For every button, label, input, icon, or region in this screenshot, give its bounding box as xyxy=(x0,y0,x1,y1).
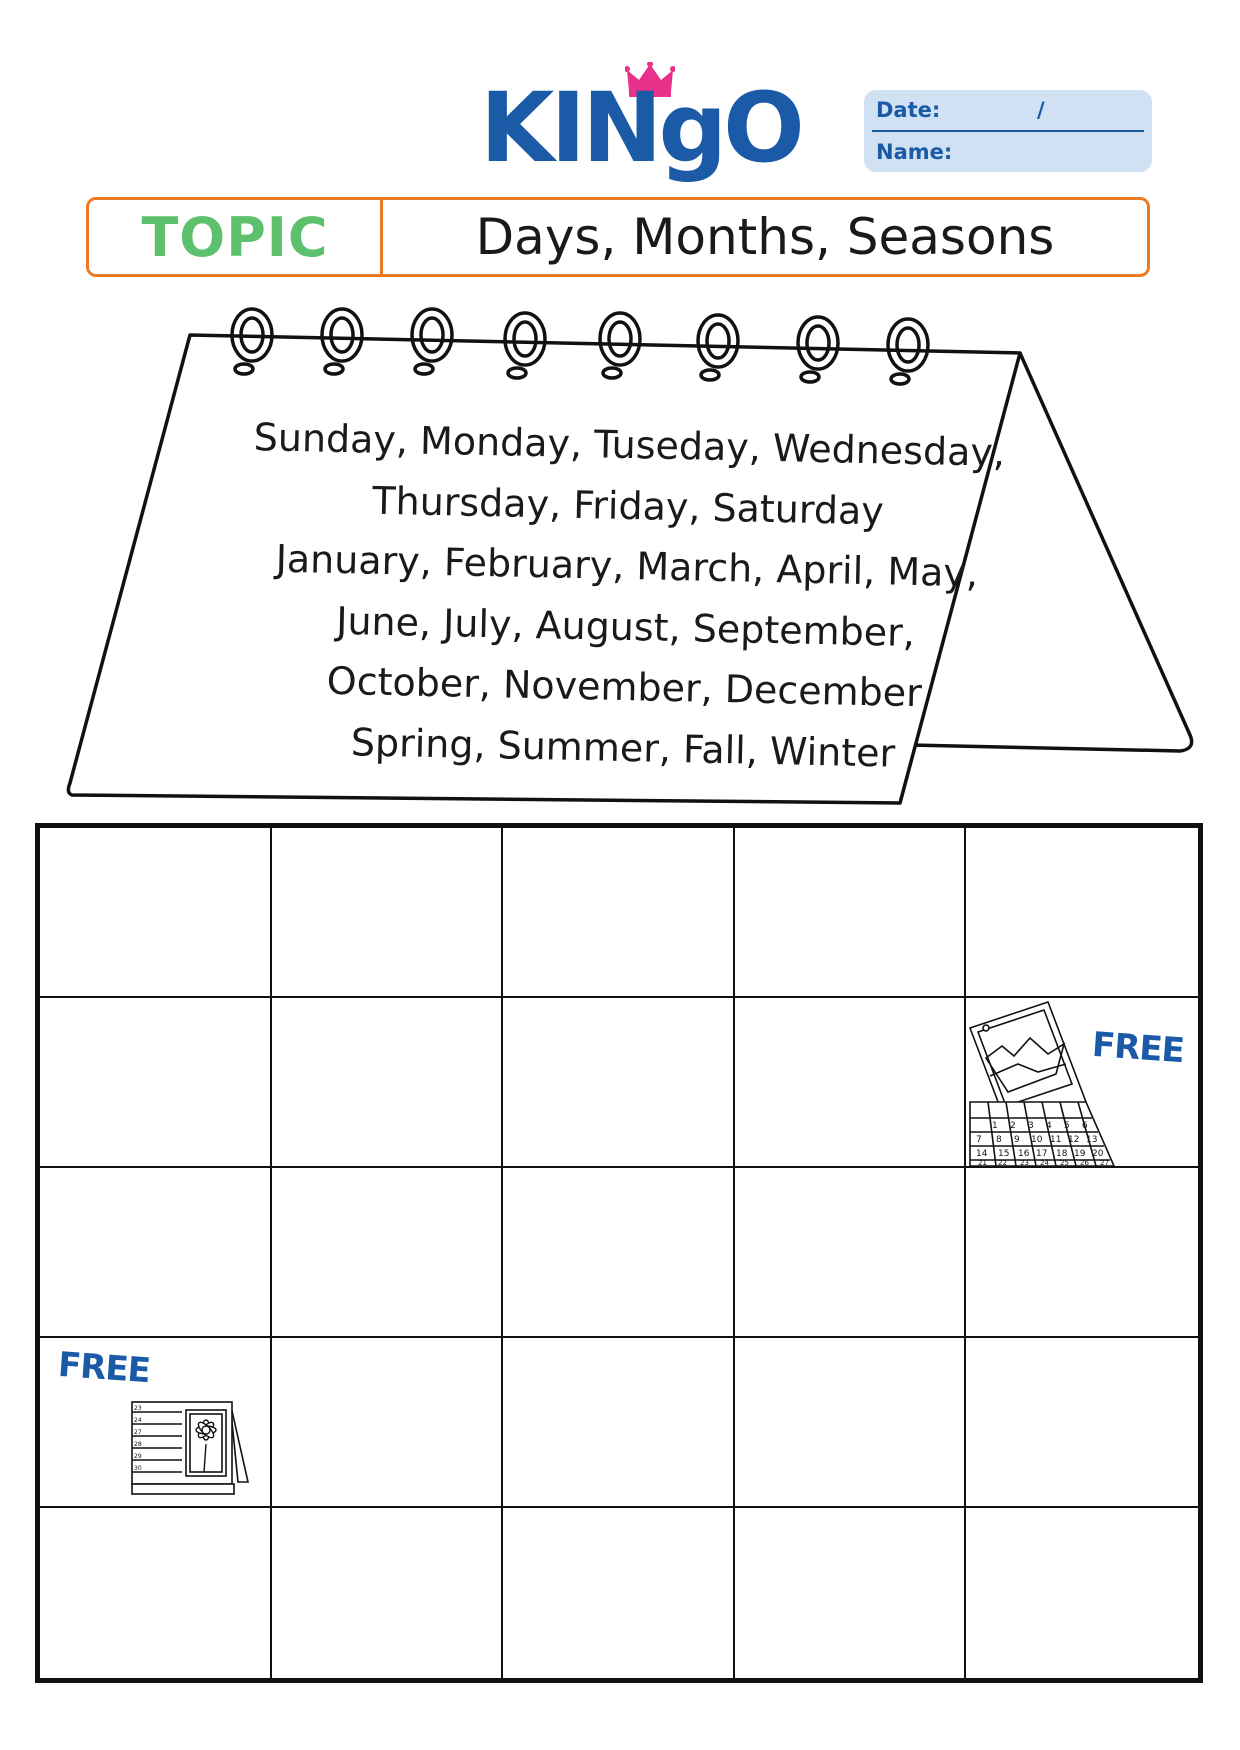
svg-text:22: 22 xyxy=(998,1159,1008,1166)
days-line-1: Sunday, Monday, Tuseday, Wednesday, xyxy=(253,415,1006,475)
svg-text:2: 2 xyxy=(1010,1121,1017,1131)
desk-calendar-icon xyxy=(130,1398,250,1504)
date-label: Date: xyxy=(876,98,941,122)
free-cell-wall-calendar[interactable] xyxy=(966,998,1198,1168)
bingo-cell[interactable] xyxy=(735,828,967,998)
svg-text:25: 25 xyxy=(1060,1159,1070,1166)
calendar-word-list xyxy=(202,406,1049,787)
seasons-line: Spring, Summer, Fall, Winter xyxy=(350,719,896,776)
name-label: Name: xyxy=(876,140,953,164)
free-label: FREE xyxy=(1090,1024,1186,1072)
svg-text:7: 7 xyxy=(976,1135,983,1145)
months-line-2: June, July, August, September, xyxy=(335,598,916,655)
svg-text:29: 29 xyxy=(134,1453,142,1460)
svg-text:19: 19 xyxy=(1074,1149,1086,1159)
svg-text:28: 28 xyxy=(134,1441,142,1448)
topic-title: Days, Months, Seasons xyxy=(475,208,1055,266)
svg-text:27: 27 xyxy=(134,1429,142,1436)
topic-bar xyxy=(86,197,1150,277)
svg-text:8: 8 xyxy=(996,1135,1003,1145)
topic-label: TOPIC xyxy=(141,205,329,269)
svg-text:14: 14 xyxy=(976,1149,988,1159)
bingo-cell[interactable] xyxy=(272,1508,504,1678)
svg-text:23: 23 xyxy=(1020,1159,1030,1166)
bingo-cell[interactable] xyxy=(966,1338,1198,1508)
bingo-cell[interactable] xyxy=(503,828,735,998)
bingo-cell[interactable] xyxy=(503,998,735,1168)
bingo-cell[interactable] xyxy=(40,1508,272,1678)
wall-calendar-icon xyxy=(968,998,1136,1166)
svg-text:13: 13 xyxy=(1086,1135,1098,1145)
svg-text:16: 16 xyxy=(1018,1149,1030,1159)
svg-text:12: 12 xyxy=(1068,1135,1080,1145)
svg-text:23: 23 xyxy=(134,1405,142,1412)
svg-text:3: 3 xyxy=(1028,1121,1035,1131)
svg-text:5: 5 xyxy=(1064,1121,1071,1131)
svg-text:6: 6 xyxy=(1082,1121,1089,1131)
months-line-3: October, November, December xyxy=(326,658,923,716)
bingo-cell[interactable] xyxy=(272,1168,504,1338)
date-underline xyxy=(872,130,1144,132)
months-line-1: January, February, March, April, May, xyxy=(275,536,979,596)
svg-text:15: 15 xyxy=(998,1149,1010,1159)
bingo-cell[interactable] xyxy=(40,998,272,1168)
bingo-cell[interactable] xyxy=(40,1168,272,1338)
svg-text:24: 24 xyxy=(1040,1159,1050,1166)
svg-text:20: 20 xyxy=(1092,1149,1104,1159)
svg-text:24: 24 xyxy=(134,1417,142,1424)
days-line-2: Thursday, Friday, Saturday xyxy=(371,478,885,533)
bingo-cell[interactable] xyxy=(272,828,504,998)
svg-text:11: 11 xyxy=(1050,1135,1062,1145)
bingo-cell[interactable] xyxy=(735,1338,967,1508)
svg-text:30: 30 xyxy=(134,1465,142,1472)
date-name-box xyxy=(864,90,1152,172)
bingo-cell[interactable] xyxy=(503,1338,735,1508)
svg-text:26: 26 xyxy=(1080,1159,1090,1166)
svg-text:9: 9 xyxy=(1014,1135,1021,1145)
free-cell-desk-calendar[interactable] xyxy=(40,1338,272,1508)
bingo-cell[interactable] xyxy=(735,1508,967,1678)
desk-calendar-card xyxy=(60,305,1200,810)
bingo-cell[interactable] xyxy=(272,1338,504,1508)
svg-text:10: 10 xyxy=(1031,1135,1043,1145)
bingo-cell[interactable] xyxy=(735,998,967,1168)
bingo-cell[interactable] xyxy=(503,1168,735,1338)
svg-text:1: 1 xyxy=(992,1121,999,1131)
date-separator: / xyxy=(1037,98,1045,122)
bingo-cell[interactable] xyxy=(735,1168,967,1338)
logo-wordmark: KINgO xyxy=(480,72,801,184)
svg-text:27: 27 xyxy=(1100,1159,1110,1166)
bingo-cell[interactable] xyxy=(503,1508,735,1678)
bingo-cell[interactable] xyxy=(272,998,504,1168)
kingo-logo xyxy=(480,62,801,192)
svg-text:4: 4 xyxy=(1046,1121,1053,1131)
svg-text:18: 18 xyxy=(1056,1149,1068,1159)
bingo-cell[interactable] xyxy=(966,828,1198,998)
bingo-grid xyxy=(35,823,1203,1683)
free-label: FREE xyxy=(56,1344,152,1392)
bingo-cell[interactable] xyxy=(966,1168,1198,1338)
bingo-cell[interactable] xyxy=(40,828,272,998)
svg-text:17: 17 xyxy=(1036,1149,1048,1159)
bingo-cell[interactable] xyxy=(966,1508,1198,1678)
svg-text:21: 21 xyxy=(978,1159,988,1166)
